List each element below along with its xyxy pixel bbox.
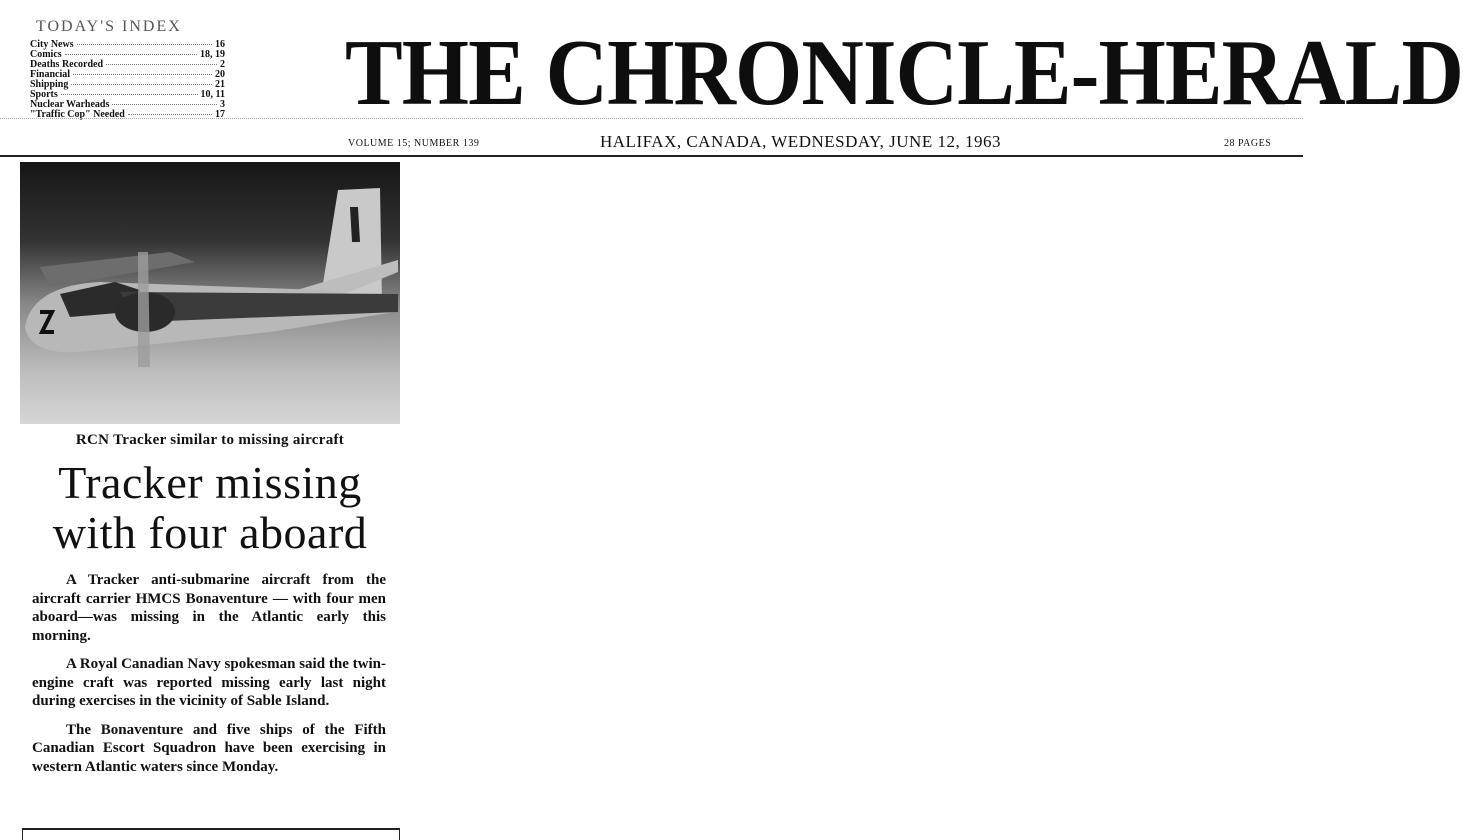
index-item-leader [71,84,212,85]
index-item-leader [65,54,197,55]
tracker-aircraft-illustration [20,162,400,424]
index-item-page: 2 [220,59,225,70]
index-item-leader [73,74,212,75]
article-body [32,571,386,786]
index-item-leader [61,94,198,95]
dateline-rule [0,155,1303,157]
next-article-border [22,828,400,840]
aircraft-photo [20,162,400,424]
headline-line-2: with four aboard [52,507,368,558]
index-item [30,80,225,90]
index-title: TODAY'S INDEX [36,18,182,35]
index-item-page: 21 [215,79,225,90]
masthead-title: THE CHRONICLE-HERALD [345,21,1463,125]
index-item-page: 17 [215,109,225,120]
todays-index [30,18,225,120]
headline-line-1: Tracker missing [58,457,362,508]
index-item-page: 10, 11 [200,89,225,100]
index-item-page: 18, 19 [200,49,225,60]
index-item-page: 20 [215,69,225,80]
index-item-leader [112,104,217,105]
paragraph-3: The Bonaventure and five ships of the Fifth Canadian Escort Squadron have been exercising in western Atlantic waters since Monday. [32,721,386,775]
index-item-label: Nuclear Warheads [30,99,110,110]
page-count: 28 PAGES [1224,138,1272,149]
index-item-label: Financial [30,69,71,80]
index-list [30,40,225,120]
index-item-label: City News [30,39,74,50]
index-item-label: "Traffic Cop" Needed [30,109,125,120]
paragraph-2: A Royal Canadian Navy spokesman said the twin-engine craft was reported missing early last night during exercises in the vicinity of Sable Island. [32,656,386,709]
index-item-label: Comics [30,49,62,60]
index-item-label: Sports [30,89,58,100]
headline [20,458,400,558]
index-item-label: Deaths Recorded [30,59,104,70]
volume-number: VOLUME 15; NUMBER 139 [348,138,480,149]
index-item-leader [77,44,212,45]
masthead-rule [0,118,1303,119]
index-item-page: 16 [215,39,225,50]
paragraph-1: A Tracker anti-submarine aircraft from the aircraft carrier HMCS Bonaventure — with four men aboard—was missing in the Atlantic early this morning. [32,572,386,644]
index-item-label: Shipping [30,79,69,90]
index-item-leader [128,114,212,115]
dateline: HALIFAX, CANADA, WEDNESDAY, JUNE 12, 1963 [600,132,1001,151]
index-item-page: 3 [220,99,225,110]
photo-caption: RCN Tracker similar to missing aircraft [75,432,345,448]
index-item-leader [106,64,217,65]
